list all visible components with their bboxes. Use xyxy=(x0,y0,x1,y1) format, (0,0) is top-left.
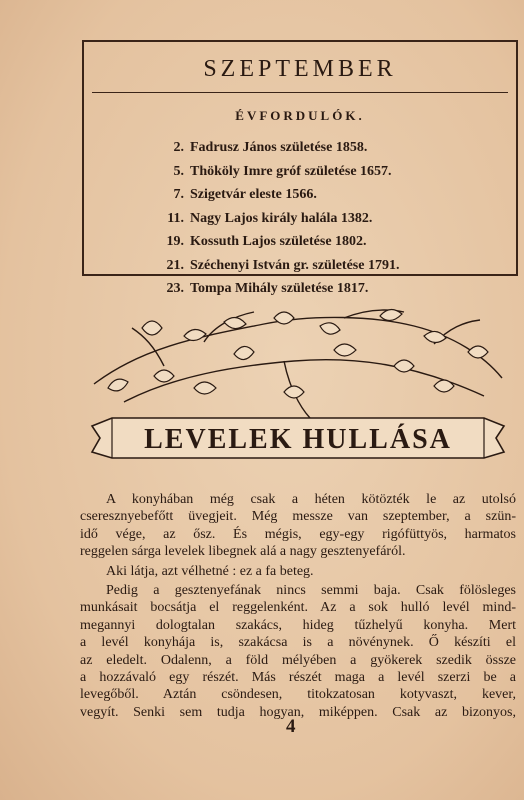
article-line: reggelen sárga levelek libegnek alá a nagy gesztenyefáról. xyxy=(80,544,406,560)
anniversary-list xyxy=(158,136,399,301)
article-line: idő vége, az ősz. És mégis, egy-egy rigófüttyös, harmatos xyxy=(80,526,516,542)
article-paragraph: Aki látja, azt vélhetné : ez a fa beteg. xyxy=(106,563,314,579)
article-line: Pedig a gesztenyefának nincs semmi baja. Csak fölösleges xyxy=(106,583,516,599)
anniversary-day: 21. xyxy=(166,257,184,273)
article-line: cseresznyebefőtt üvegjeit. Még messze van szeptember, a szün- xyxy=(80,509,516,525)
anniversary-day: 19. xyxy=(166,234,184,249)
article-body xyxy=(80,491,516,721)
month-title: SZEPTEMBER xyxy=(203,56,397,82)
article-line: A konyhában még csak a héten kötözték le az utolsó xyxy=(106,492,516,507)
anniversary-text: Tompa Mihály születése 1817. xyxy=(190,281,369,296)
anniversary-text: Kossuth Lajos születése 1802. xyxy=(190,234,367,249)
article-line: a hozzávaló egy részét. Más részét maga a levél szerzi be a xyxy=(80,670,516,686)
article-line: az eledelt. Odalenn, a föld mélyében a gyökerek szedik össze xyxy=(80,652,516,668)
anniversary-item xyxy=(158,254,399,278)
anniversary-day: 11. xyxy=(167,210,184,226)
article-line: munkásait bocsátja el reggelenként. Az a sok hulló levél mind- xyxy=(80,600,516,616)
anniversary-text: Nagy Lajos király halála 1382. xyxy=(190,210,373,226)
anniversary-item xyxy=(158,207,399,231)
article-line: levegőből. Aztán csöndesen, titokzatosan kotyvaszt, kever, xyxy=(80,687,516,703)
anniversary-item xyxy=(158,277,399,301)
anniversary-day: 23. xyxy=(166,281,184,296)
anniversary-item xyxy=(158,230,399,254)
article-line: megannyi dologtalan szakács, hideg tűzhelyű konyha. Mert xyxy=(80,617,516,633)
anniversary-day: 2. xyxy=(173,140,184,155)
anniversary-text: Thököly Imre gróf születése 1657. xyxy=(190,163,392,179)
anniversary-item xyxy=(158,183,399,207)
anniversary-text: Szigetvár eleste 1566. xyxy=(190,187,317,202)
title-divider xyxy=(92,92,508,93)
article-line: vegyít. Senki sem tudja hogyan, miképpen. Csak az bizonyos, xyxy=(80,704,516,720)
calendar-box xyxy=(82,40,518,296)
anniversary-item xyxy=(158,136,399,160)
anniversary-item xyxy=(158,160,399,184)
anniversaries-heading: ÉVFORDULÓK. xyxy=(235,108,365,123)
page-number: 4 xyxy=(286,716,296,737)
anniversary-text: Fadrusz János születése 1858. xyxy=(190,140,368,155)
anniversary-day: 7. xyxy=(173,187,184,202)
banner-text: LEVELEK HULLÁSA xyxy=(144,424,452,455)
anniversary-day: 5. xyxy=(173,163,184,179)
article-line: a levél konyhája is, szakácsa is a növénynek. Ő készíti el xyxy=(80,635,516,651)
anniversary-text: Széchenyi István gr. születése 1791. xyxy=(190,257,400,273)
falling-leaves-illustration xyxy=(84,306,510,474)
banner-ribbon xyxy=(92,418,504,458)
